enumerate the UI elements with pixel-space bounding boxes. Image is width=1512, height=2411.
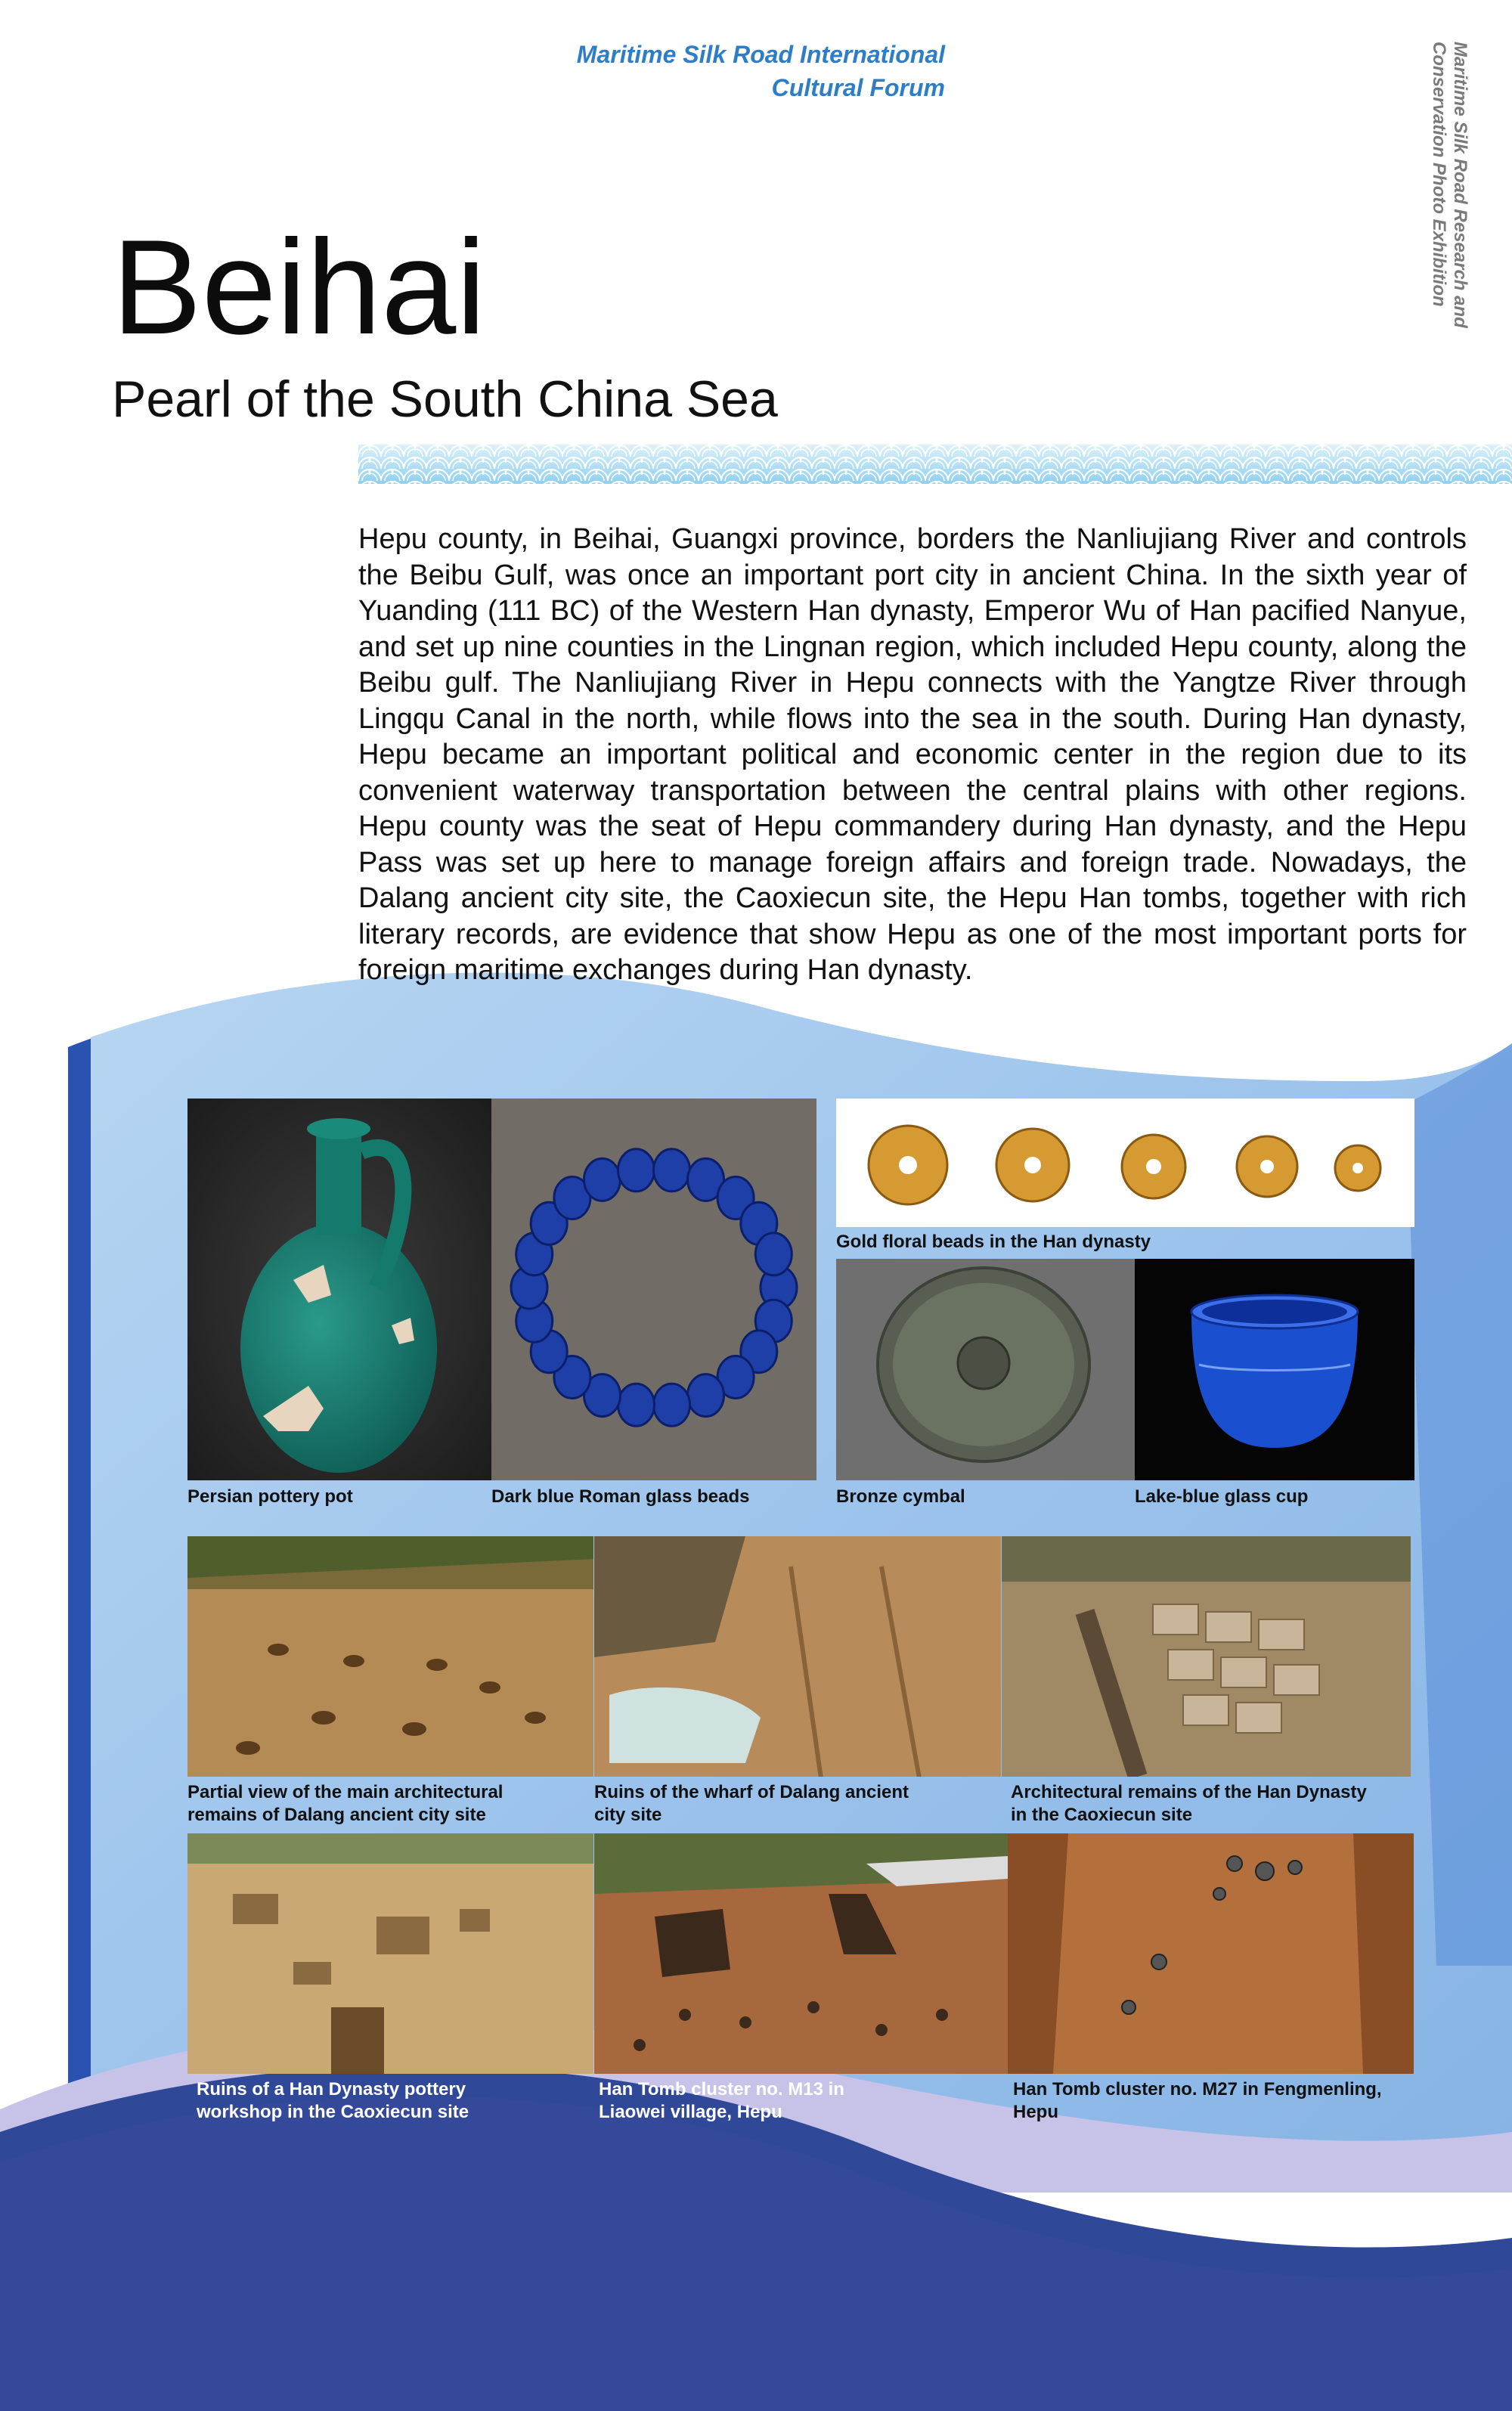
caption-pottery-workshop-line2: workshop in the Caoxiecun site: [197, 2102, 469, 2122]
glass-bead: [618, 1384, 655, 1426]
caption-dalang-wharf-line1: Ruins of the wharf of Dalang ancient: [594, 1782, 909, 1802]
forum-title-line1: Maritime Silk Road International: [576, 41, 945, 68]
photo-dalang-main-remains: [187, 1536, 593, 1777]
photo-pottery-workshop: [187, 1833, 593, 2074]
photo-gold-floral-beads: [836, 1099, 1414, 1227]
glass-bead: [584, 1158, 621, 1201]
side-title-line2: Conservation Photo Exhibition: [1429, 42, 1449, 307]
side-title-line1: Maritime Silk Road Research and: [1450, 42, 1470, 328]
photo-dalang-wharf: [594, 1536, 1001, 1777]
caption-tomb-m27-line1: Han Tomb cluster no. M27 in Fengmenling,: [1013, 2079, 1382, 2100]
page-title: Beihai: [112, 212, 486, 362]
caption-bronze-cymbal: Bronze cymbal: [836, 1486, 965, 1507]
caption-persian-pottery-pot: Persian pottery pot: [187, 1486, 353, 1507]
caption-pottery-workshop-line1: Ruins of a Han Dynasty pottery: [197, 2079, 466, 2100]
glass-bead: [755, 1233, 792, 1275]
caption-caoxiecun-arch-line2: in the Caoxiecun site: [1011, 1805, 1193, 1825]
caption-tomb-m27-line2: Hepu: [1013, 2102, 1058, 2122]
photo-bronze-cymbal: [836, 1259, 1135, 1480]
caption-dalang-main-line2: remains of Dalang ancient city site: [187, 1805, 486, 1825]
caption-caoxiecun-architecture: [1011, 1781, 1367, 1827]
caption-tomb-m13: [599, 2078, 844, 2124]
photo-tomb-m13: [594, 1833, 1008, 2074]
caption-roman-glass-beads: Dark blue Roman glass beads: [491, 1486, 750, 1507]
photo-caoxiecun-architecture: [1002, 1536, 1411, 1777]
caption-dalang-wharf: [594, 1781, 909, 1827]
glass-bead: [688, 1374, 724, 1417]
caption-dalang-main-line1: Partial view of the main architectural: [187, 1782, 503, 1802]
caption-pottery-workshop: [197, 2078, 469, 2124]
forum-title: [529, 38, 945, 104]
caption-dalang-main-remains: [187, 1781, 503, 1827]
glass-bead: [654, 1149, 690, 1192]
decorative-wave-band: [358, 445, 1512, 484]
caption-tomb-m27: [1013, 2078, 1382, 2124]
glass-bead: [618, 1149, 655, 1192]
forum-title-line2: Cultural Forum: [771, 74, 945, 101]
page-subtitle: Pearl of the South China Sea: [112, 370, 778, 428]
caption-gold-floral-beads: Gold floral beads in the Han dynasty: [836, 1232, 1151, 1252]
caption-tomb-m13-line2: Liaowei village, Hepu: [599, 2102, 782, 2122]
caption-caoxiecun-arch-line1: Architectural remains of the Han Dynasty: [1011, 1782, 1367, 1802]
photo-persian-pottery-pot: [187, 1099, 491, 1480]
exhibition-side-title: [1425, 42, 1470, 344]
photo-tomb-m27: [1008, 1833, 1414, 2074]
photo-glass-cup: [1135, 1259, 1414, 1480]
caption-dalang-wharf-line2: city site: [594, 1805, 662, 1825]
photo-roman-glass-beads: [491, 1099, 816, 1480]
caption-glass-cup: Lake-blue glass cup: [1135, 1486, 1309, 1507]
intro-paragraph: Hepu county, in Beihai, Guangxi province, borders the Nanliujiang River and controls the Beibu Gulf, was once an important port city in ancient China. In the sixth year of Yuanding (111 BC) of the Western Han dynasty, Emperor Wu of Han pacified Nanyue, and set up nine counties in the Lingnan region, which included Hepu county, along the Beibu gulf. The Nanliujiang River in Hepu connects with the Yangtze River through Lingqu Canal in the north, while flows into the sea in the south. During Han dynasty, Hepu became an important political and economic center in the region due to its convenient waterway transportation between the central plains with other regions. Hepu county was the seat of Hepu commandery during Han dynasty, and the Hepu Pass was set up here to manage foreign affairs and foreign trade. Nowadays, the Dalang ancient city site, the Caoxiecun site, the Hepu Han tombs, together with rich literary records, are evidence that show Hepu as one of the most important ports for foreign maritime exchanges during Han dynasty.: [358, 523, 1467, 986]
glass-bead: [654, 1384, 690, 1426]
caption-tomb-m13-line1: Han Tomb cluster no. M13 in: [599, 2079, 844, 2100]
